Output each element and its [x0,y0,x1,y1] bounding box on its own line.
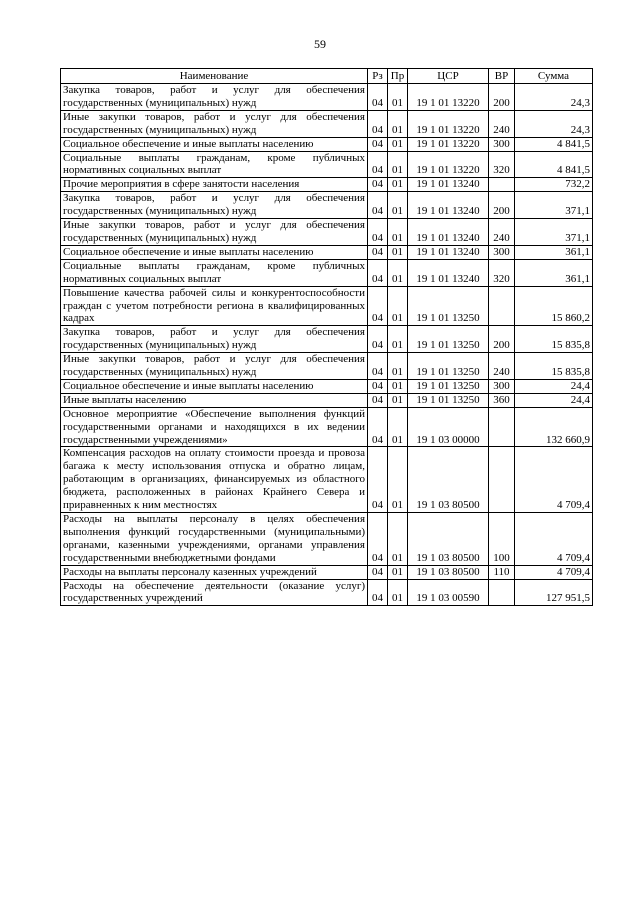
row-csr: 19 1 01 13250 [408,393,489,407]
row-rz: 04 [368,137,388,151]
row-sum: 371,1 [515,192,593,219]
row-sum: 24,4 [515,393,593,407]
row-pr: 01 [388,178,408,192]
table-row [61,178,593,192]
row-rz: 04 [368,393,388,407]
row-sum: 24,4 [515,379,593,393]
row-csr: 19 1 01 13220 [408,151,489,178]
row-sum: 4 709,4 [515,447,593,513]
table-row [61,192,593,219]
row-name: Закупка товаров, работ и услуг для обеспечения государственных (муниципальных) нужд [61,84,368,111]
row-rz: 04 [368,178,388,192]
table-header-row [61,69,593,84]
row-sum: 15 860,2 [515,286,593,326]
table-row [61,407,593,447]
header-sum: Сумма [515,69,593,84]
row-name: Социальное обеспечение и иные выплаты населению [61,137,368,151]
row-vr: 200 [489,84,515,111]
row-csr: 19 1 01 13220 [408,137,489,151]
row-vr: 320 [489,151,515,178]
row-sum: 361,1 [515,245,593,259]
row-pr: 01 [388,219,408,246]
row-sum: 4 709,4 [515,565,593,579]
row-csr: 19 1 01 13240 [408,259,489,286]
row-csr: 19 1 01 13240 [408,192,489,219]
table-row [61,219,593,246]
row-pr: 01 [388,326,408,353]
table-row [61,326,593,353]
row-sum: 132 660,9 [515,407,593,447]
row-vr [489,447,515,513]
row-vr: 100 [489,513,515,566]
row-csr: 19 1 01 13220 [408,84,489,111]
row-pr: 01 [388,353,408,380]
header-vr: ВР [489,69,515,84]
row-pr: 01 [388,393,408,407]
table-row [61,245,593,259]
row-sum: 4 841,5 [515,137,593,151]
row-name: Основное мероприятие «Обеспечение выполнения функций государственными органами и находящихся в их ведении государственными учреждениями» [61,407,368,447]
row-sum: 371,1 [515,219,593,246]
row-vr [489,579,515,606]
row-csr: 19 1 03 80500 [408,447,489,513]
row-sum: 15 835,8 [515,326,593,353]
row-name: Закупка товаров, работ и услуг для обеспечения государственных (муниципальных) нужд [61,192,368,219]
header-name: Наименование [61,69,368,84]
row-sum: 15 835,8 [515,353,593,380]
row-vr [489,286,515,326]
row-rz: 04 [368,110,388,137]
table-row [61,259,593,286]
row-csr: 19 1 03 80500 [408,513,489,566]
row-pr: 01 [388,245,408,259]
table-row [61,393,593,407]
row-csr: 19 1 01 13250 [408,326,489,353]
row-name: Социальное обеспечение и иные выплаты населению [61,245,368,259]
row-csr: 19 1 03 00590 [408,579,489,606]
row-pr: 01 [388,110,408,137]
row-rz: 04 [368,407,388,447]
row-rz: 04 [368,84,388,111]
row-name: Иные закупки товаров, работ и услуг для обеспечения государственных (муниципальных) нужд [61,219,368,246]
row-rz: 04 [368,579,388,606]
table-row [61,447,593,513]
row-pr: 01 [388,192,408,219]
row-rz: 04 [368,513,388,566]
row-csr: 19 1 01 13240 [408,178,489,192]
table-row [61,110,593,137]
header-rz: Рз [368,69,388,84]
row-sum: 24,3 [515,84,593,111]
row-rz: 04 [368,286,388,326]
table-row [61,353,593,380]
header-csr: ЦСР [408,69,489,84]
row-pr: 01 [388,447,408,513]
row-name: Расходы на обеспечение деятельности (оказание услуг) государственных учреждений [61,579,368,606]
row-rz: 04 [368,219,388,246]
row-name: Иные закупки товаров, работ и услуг для обеспечения государственных (муниципальных) нужд [61,110,368,137]
row-name: Иные закупки товаров, работ и услуг для обеспечения государственных (муниципальных) нужд [61,353,368,380]
table-row [61,513,593,566]
row-pr: 01 [388,137,408,151]
row-sum: 24,3 [515,110,593,137]
row-pr: 01 [388,407,408,447]
row-rz: 04 [368,353,388,380]
row-csr: 19 1 01 13250 [408,379,489,393]
row-rz: 04 [368,151,388,178]
row-name: Прочие мероприятия в сфере занятости населения [61,178,368,192]
row-name: Расходы на выплаты персоналу в целях обеспечения выполнения функций государственными (муниципальными) органами, казенными учреждениями, органами управления государственными внебюджетными фондами [61,513,368,566]
row-vr: 240 [489,353,515,380]
row-name: Социальные выплаты гражданам, кроме публичных нормативных социальных выплат [61,259,368,286]
row-rz: 04 [368,565,388,579]
row-csr: 19 1 01 13220 [408,110,489,137]
row-vr: 240 [489,110,515,137]
row-vr: 200 [489,192,515,219]
row-csr: 19 1 03 00000 [408,407,489,447]
row-vr: 360 [489,393,515,407]
row-csr: 19 1 03 80500 [408,565,489,579]
row-vr: 320 [489,259,515,286]
row-name: Иные выплаты населению [61,393,368,407]
row-rz: 04 [368,379,388,393]
row-pr: 01 [388,579,408,606]
row-name: Социальные выплаты гражданам, кроме публичных нормативных социальных выплат [61,151,368,178]
row-pr: 01 [388,513,408,566]
row-pr: 01 [388,259,408,286]
row-sum: 732,2 [515,178,593,192]
row-sum: 127 951,5 [515,579,593,606]
row-pr: 01 [388,286,408,326]
budget-table [60,68,593,606]
row-vr: 200 [489,326,515,353]
row-rz: 04 [368,447,388,513]
row-rz: 04 [368,259,388,286]
row-name: Закупка товаров, работ и услуг для обеспечения государственных (муниципальных) нужд [61,326,368,353]
row-pr: 01 [388,84,408,111]
row-rz: 04 [368,192,388,219]
table-row [61,84,593,111]
row-name: Компенсация расходов на оплату стоимости проезда и провоза багажа к месту использования отпуска и обратно лицам, работающим в организациях, финансируемых из областного бюджета, расположенных в районах Крайнего Севера и приравненных к ним местностях [61,447,368,513]
row-sum: 4 841,5 [515,151,593,178]
row-sum: 361,1 [515,259,593,286]
row-vr [489,178,515,192]
row-csr: 19 1 01 13240 [408,245,489,259]
row-name: Повышение качества рабочей силы и конкурентоспособности граждан с учетом потребности региона в квалифицированных кадрах [61,286,368,326]
row-vr: 110 [489,565,515,579]
table-row [61,286,593,326]
row-vr: 300 [489,245,515,259]
header-pr: Пр [388,69,408,84]
row-vr: 300 [489,137,515,151]
row-pr: 01 [388,151,408,178]
table-row [61,379,593,393]
row-vr: 300 [489,379,515,393]
row-pr: 01 [388,379,408,393]
row-rz: 04 [368,245,388,259]
row-csr: 19 1 01 13250 [408,286,489,326]
row-vr [489,407,515,447]
row-rz: 04 [368,326,388,353]
table-row [61,565,593,579]
table-row [61,137,593,151]
row-name: Социальное обеспечение и иные выплаты населению [61,379,368,393]
row-name: Расходы на выплаты персоналу казенных учреждений [61,565,368,579]
page-number: 59 [314,37,326,51]
row-csr: 19 1 01 13250 [408,353,489,380]
row-sum: 4 709,4 [515,513,593,566]
table-row [61,151,593,178]
table-row [61,579,593,606]
row-vr: 240 [489,219,515,246]
row-csr: 19 1 01 13240 [408,219,489,246]
row-pr: 01 [388,565,408,579]
